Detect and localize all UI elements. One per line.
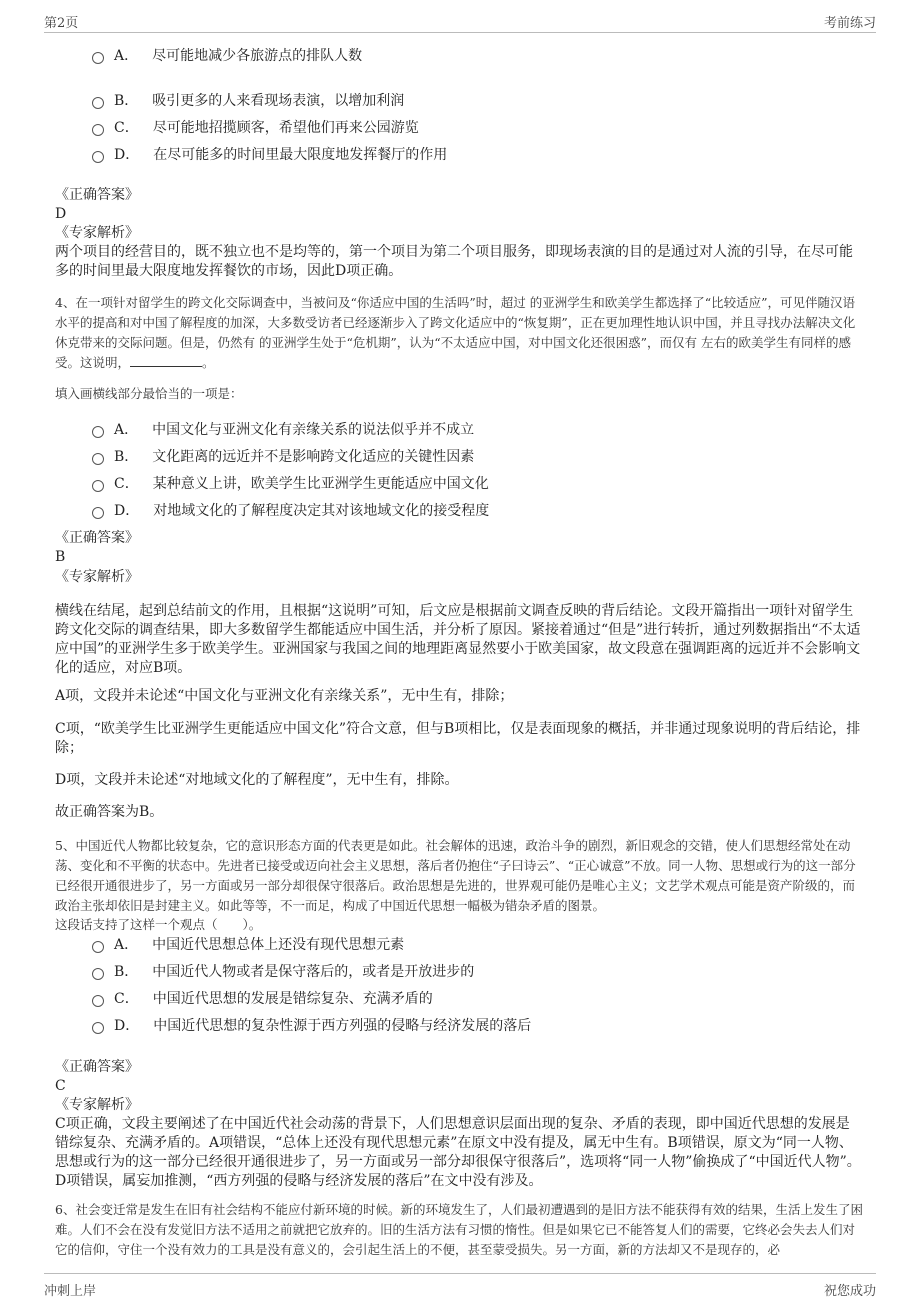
q5-analysis: C项正确，文段主要阐述了在中国近代社会动荡的背景下，人们思想意识层面出现的复杂、矛盾的表现，即中国近代思想的发展是错综复杂、充满矛盾的。A项错误，“总体上还没有现代思想元素”在原文中没有提及，属无中生有。B项错误，原文为“同一人物、思想或行为的这一部分已经很开通很进步了，另一方面或另一部分却很保守很落后”，选项将“同一人物”偷换成了“中国近代人物”。D项错误，属妄加推测，“西方列强的侵略与经济发展的落后”在文中没有涉及。 bbox=[55, 1116, 861, 1189]
footer-right-text: 祝您成功 bbox=[823, 1284, 876, 1299]
radio-icon[interactable] bbox=[92, 124, 104, 136]
q4-answer-label: 《正确答案》 bbox=[55, 530, 139, 546]
q5-option-b[interactable]: B． 中国近代人物或者是保守落后的，或者是开放进步的 bbox=[92, 962, 474, 982]
q4-analysis-p3: C项，“欧美学生比亚洲学生更能适应中国文化”符合文意，但与B项相比，仅是表面现象的概括，并非通过现象说明的背后结论，排除； bbox=[55, 721, 861, 756]
q4-analysis-p5: 故正确答案为B。 bbox=[55, 804, 164, 820]
q4-analysis-label: 《专家解析》 bbox=[55, 569, 139, 585]
radio-icon[interactable] bbox=[92, 1022, 104, 1034]
radio-icon[interactable] bbox=[92, 507, 104, 519]
radio-icon[interactable] bbox=[92, 97, 104, 109]
q4-option-c[interactable]: C． 某种意义上讲，欧美学生比亚洲学生更能适应中国文化 bbox=[92, 474, 489, 494]
q5-option-d[interactable]: D． 中国近代思想的复杂性源于西方列强的侵略与经济发展的落后 bbox=[92, 1016, 531, 1036]
q5-prompt: 这段话支持了这样一个观点（ ）。 bbox=[55, 917, 262, 932]
q3-analysis: 两个项目的经营目的，既不独立也不是均等的，第一个项目为第二个项目服务，即现场表演的目的是通过对人流的引导，在尽可能多的时间里最大限度地发挥餐饮的市场，因此D项正确。 bbox=[55, 244, 853, 279]
q3-analysis-label: 《专家解析》 bbox=[55, 225, 139, 241]
q5-answer-label: 《正确答案》 bbox=[55, 1059, 139, 1075]
radio-icon[interactable] bbox=[92, 151, 104, 163]
radio-icon[interactable] bbox=[92, 941, 104, 953]
q4-option-b[interactable]: B． 文化距离的远近并不是影响跨文化适应的关键性因素 bbox=[92, 447, 474, 467]
q4-analysis-p2: A项，文段并未论述“中国文化与亚洲文化有亲缘关系”，无中生有，排除； bbox=[55, 688, 514, 704]
q3-answer: D bbox=[55, 206, 67, 222]
q5-option-a[interactable]: A． 中国近代思想总体上还没有现代思想元素 bbox=[92, 935, 404, 955]
radio-icon[interactable] bbox=[92, 426, 104, 438]
radio-icon[interactable] bbox=[92, 453, 104, 465]
q4-option-a[interactable]: A． 中国文化与亚洲文化有亲缘关系的说法似乎并不成立 bbox=[92, 420, 474, 440]
q3-option-b[interactable]: B． 吸引更多的人来看现场表演，以增加利润 bbox=[92, 91, 404, 111]
q5-answer: C bbox=[55, 1078, 66, 1094]
page-number: 第2页 bbox=[44, 16, 79, 31]
radio-icon[interactable] bbox=[92, 52, 104, 64]
q4-analysis-p1: 横线在结尾，起到总结前文的作用，且根据“这说明”可知，后文应是根据前文调查反映的背后结论。文段开篇指出一项针对留学生跨文化交际的调查结果，即大多数留学生都能适应中国生活，并分析了原因。紧接着通过“但是”进行转折，通过列数据指出“不太适应中国”的亚洲学生多于欧美学生。亚洲国家与我国之间的地理距离显然要小于欧美国家，故文段意在强调距离的远近并不会影响文化的适应，对应B项。 bbox=[55, 603, 861, 676]
q3-answer-label: 《正确答案》 bbox=[55, 187, 139, 203]
page-header bbox=[44, 10, 876, 33]
footer-left-text: 冲刺上岸 bbox=[44, 1284, 97, 1299]
radio-icon[interactable] bbox=[92, 995, 104, 1007]
q5-stem: 5、中国近代人物都比较复杂，它的意识形态方面的代表更是如此。社会解体的迅速，政治斗争的剧烈，新旧观念的交错，使人们思想经常处在动荡、变化和不平衡的状态中。先进者已接受或迈向社会主义思想，落后者仍抱住“子曰诗云”、“正心诚意”不放。同一人物、思想或行为的这一部分已经很开通很进步了，另一方面或另一部分却很保守很落后。政治思想是先进的，世界观可能仍是唯心主义；文艺学术观点可能是资产阶级的，而政治主张却依旧是封建主义。如此等等，不一而足，构成了中国近代思想一幅极为错杂矛盾的图景。 bbox=[55, 838, 856, 913]
answer-blank bbox=[130, 354, 202, 367]
q4-answer: B bbox=[55, 549, 66, 565]
header-title: 考前练习 bbox=[823, 16, 876, 31]
q3-option-a[interactable]: A． 尽可能地减少各旅游点的排队人数 bbox=[92, 46, 362, 66]
q3-option-d[interactable]: D． 在尽可能多的时间里最大限度地发挥餐厅的作用 bbox=[92, 145, 447, 165]
q3-option-c[interactable]: C． 尽可能地招揽顾客，希望他们再来公园游览 bbox=[92, 118, 419, 138]
q4-prompt: 填入画横线部分最恰当的一项是： bbox=[55, 386, 243, 401]
q4-analysis-p4: D项，文段并未论述“对地域文化的了解程度”，无中生有，排除。 bbox=[55, 772, 459, 788]
q5-option-c[interactable]: C． 中国近代思想的发展是错综复杂、充满矛盾的 bbox=[92, 989, 433, 1009]
radio-icon[interactable] bbox=[92, 480, 104, 492]
radio-icon[interactable] bbox=[92, 968, 104, 980]
q6-stem: 6、社会变迁常是发生在旧有社会结构不能应付新环境的时候。新的环境发生了，人们最初遭遇到的是旧方法不能获得有效的结果，生活上发生了困难。人们不会在没有发觉旧方法不适用之前就把它放弃的。旧的生活方法有习惯的惰性。但是如果它已不能答复人们的需要，它终必会失去人们对它的信仰，守住一个没有效力的工具是没有意义的，会引起生活上的不便，甚至蒙受损失。另一方面，新的方法却又不是现存的，必 bbox=[55, 1202, 863, 1257]
q5-analysis-label: 《专家解析》 bbox=[55, 1097, 139, 1113]
page-footer bbox=[44, 1273, 876, 1302]
q4-stem: 4、在一项针对留学生的跨文化交际调查中，当被问及“你适应中国的生活吗”时，超过 的亚洲学生和欧美学生都选择了“比较适应”，可见伴随汉语水平的提高和对中国了解程度的加深，大多数受访者已经逐渐步入了跨文化适应中的“恢复期”，正在更加理性地认识中国，并且寻找办法解决文化休克带来的交际问题。但是，仍然有 的亚洲学生处于“危机期”，认为“不太适应中国，对中国文化还很困惑”，而仅有 左右的欧美学生有同样的感受。这说明， 。 bbox=[55, 295, 856, 370]
q4-option-d[interactable]: D． 对地域文化的了解程度决定其对该地域文化的接受程度 bbox=[92, 501, 489, 521]
